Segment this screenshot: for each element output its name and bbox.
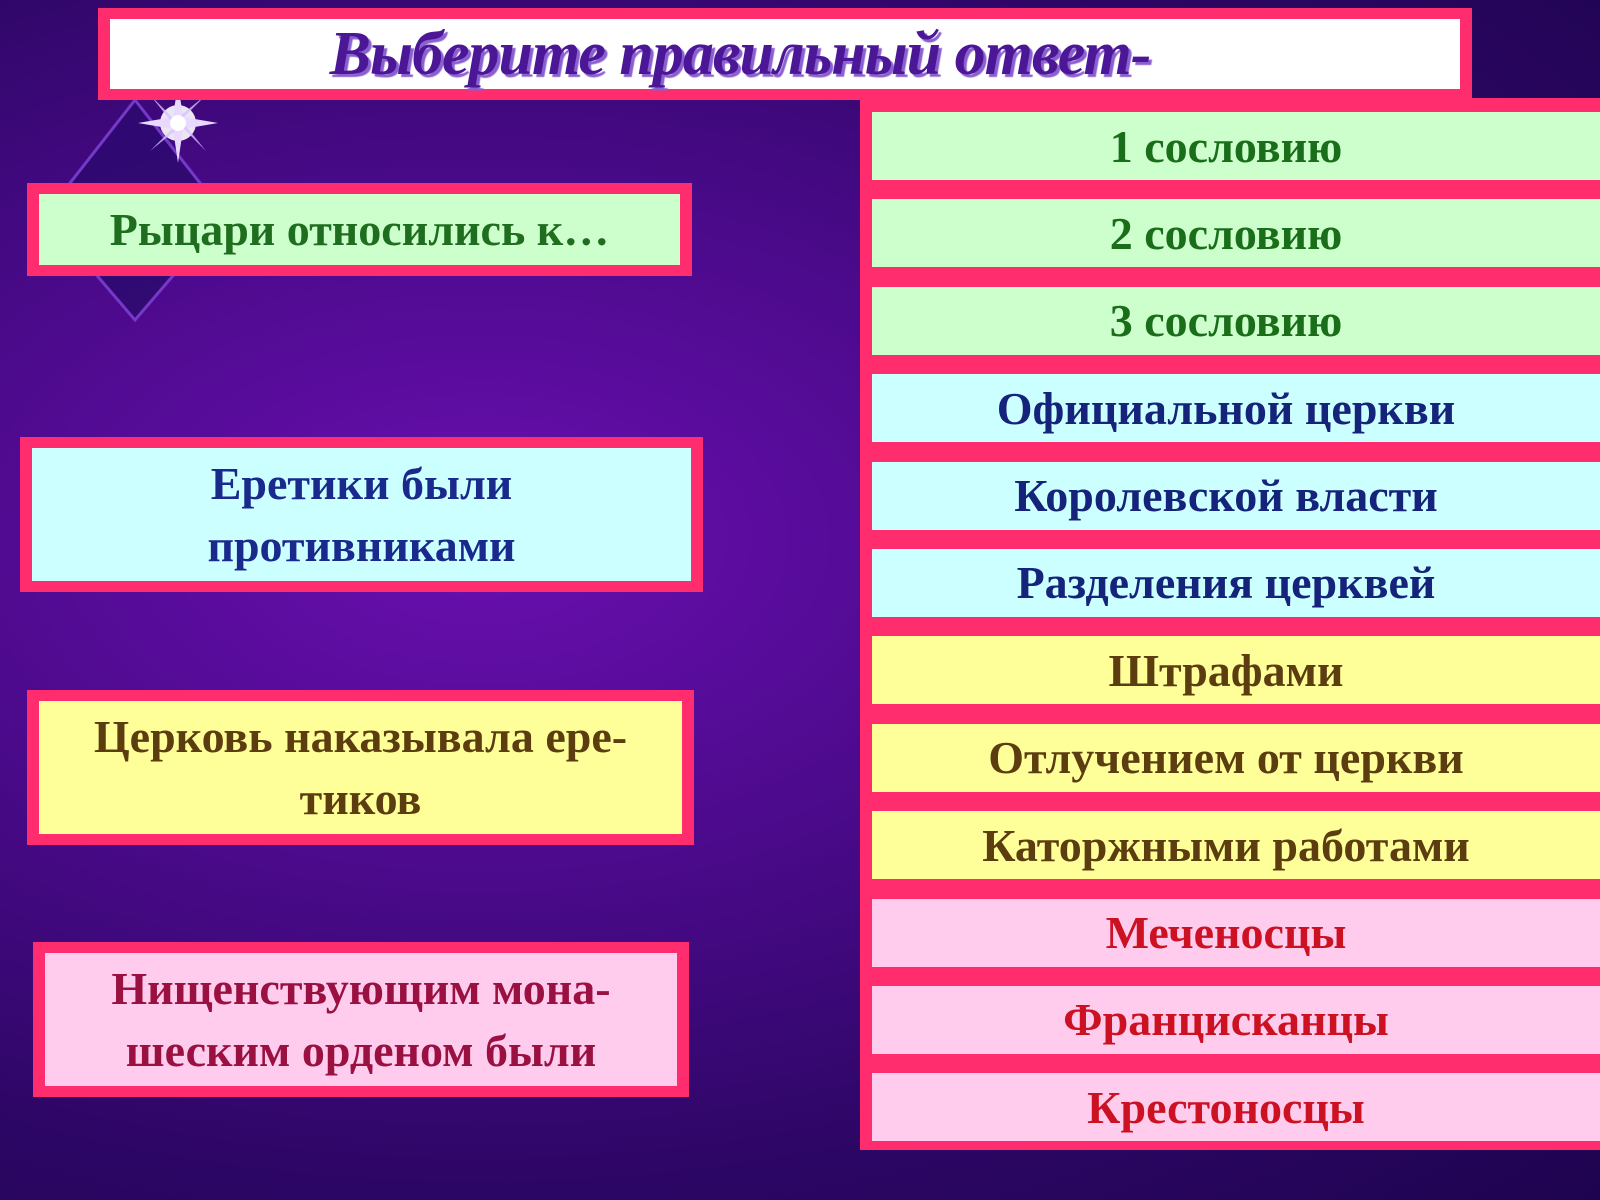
answer-option[interactable]: Крестоносцы bbox=[872, 1073, 1600, 1141]
question-line: Еретики были bbox=[210, 457, 513, 509]
page-title: Выберите правильный ответ- bbox=[329, 19, 1151, 88]
answer-option[interactable]: 2 сословию bbox=[872, 199, 1600, 267]
question-line: Церковь наказывала ере- bbox=[93, 710, 628, 762]
question-line: шеским орденом были bbox=[125, 1024, 597, 1076]
title-banner bbox=[98, 8, 1472, 100]
answer-option[interactable]: Королевской власти bbox=[872, 462, 1600, 530]
answer-option[interactable]: Каторжными работами bbox=[872, 811, 1600, 879]
answer-option[interactable]: Разделения церквей bbox=[872, 549, 1600, 617]
question-line: противниками bbox=[207, 519, 516, 571]
answer-option[interactable]: Официальной церкви bbox=[872, 374, 1600, 442]
answer-option[interactable]: 3 сословию bbox=[872, 287, 1600, 355]
answer-option[interactable]: Францисканцы bbox=[872, 986, 1600, 1054]
answer-option[interactable]: Штрафами bbox=[872, 636, 1600, 704]
question-line: Рыцари относились к… bbox=[109, 203, 610, 255]
question-line: тиков bbox=[299, 772, 422, 824]
question-mendicant-order bbox=[33, 942, 689, 1097]
question-knights bbox=[27, 183, 692, 276]
answer-option[interactable]: Отлучением от церкви bbox=[872, 724, 1600, 792]
answer-option[interactable]: Меченосцы bbox=[872, 899, 1600, 967]
answer-list bbox=[860, 98, 1600, 1150]
question-heretics bbox=[20, 437, 703, 592]
answer-option[interactable]: 1 сословию bbox=[872, 112, 1600, 180]
question-church-punishment bbox=[27, 690, 694, 845]
question-line: Нищенствующим мона- bbox=[111, 962, 611, 1014]
